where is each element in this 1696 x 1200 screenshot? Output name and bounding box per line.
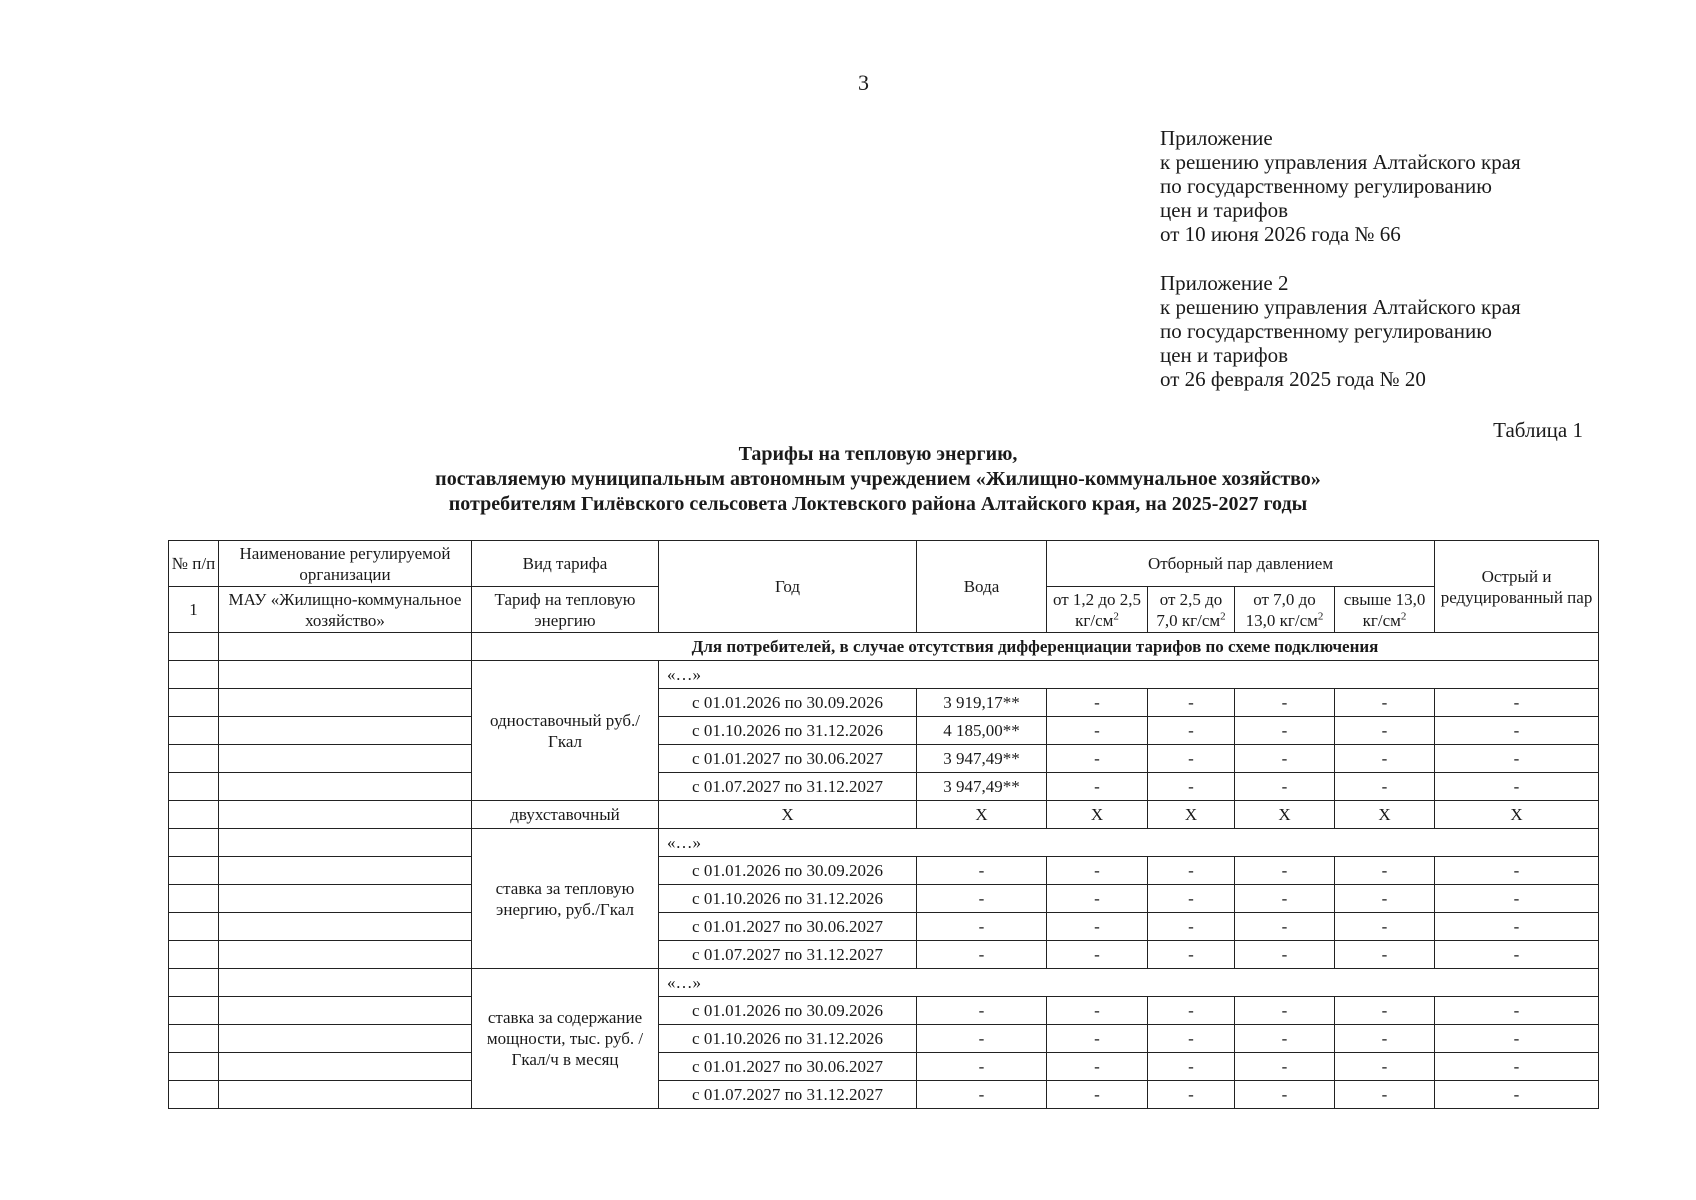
empty-value: - xyxy=(1235,1025,1335,1053)
header-pressure-3: от 7,0 до 13,0 $кг/см^2$ xyxy=(1235,587,1335,633)
section-header: Для потребителей, в случае отсутствия дифференциации тарифов по схеме подключения xyxy=(472,633,1599,661)
period: с 01.10.2026 по 31.12.2026 xyxy=(659,717,917,745)
table-row xyxy=(169,941,1599,969)
appendix-line: Приложение xyxy=(1160,126,1273,150)
empty-value: - xyxy=(1435,857,1599,885)
empty-value: - xyxy=(1335,745,1435,773)
period: с 01.07.2027 по 31.12.2027 xyxy=(659,1081,917,1109)
water-value: 3 947,49** xyxy=(917,745,1047,773)
tariff-name: Тариф на тепловую энергию xyxy=(472,587,659,633)
empty-value: - xyxy=(1235,1053,1335,1081)
empty-cell xyxy=(169,829,219,857)
empty-value: - xyxy=(1148,885,1235,913)
appendix-line: от 26 февраля 2025 года № 20 xyxy=(1160,367,1426,391)
empty-value: - xyxy=(917,857,1047,885)
period: с 01.01.2026 по 30.09.2026 xyxy=(659,857,917,885)
empty-value: - xyxy=(1335,885,1435,913)
table-row xyxy=(169,689,1599,717)
empty-value: - xyxy=(1435,885,1599,913)
title-line-2: поставляемую муниципальным автономным учреждением «Жилищно-коммунальное хозяйство» xyxy=(435,468,1321,490)
empty-value: - xyxy=(1435,941,1599,969)
appendix-line: к решению управления Алтайского края xyxy=(1160,295,1521,319)
empty-cell xyxy=(169,913,219,941)
empty-value: - xyxy=(1235,1081,1335,1109)
table-row xyxy=(169,969,1599,997)
empty-cell xyxy=(169,745,219,773)
org-num: 1 xyxy=(169,587,219,633)
empty-value: - xyxy=(1435,913,1599,941)
empty-value: - xyxy=(1435,745,1599,773)
period: с 01.01.2027 по 30.06.2027 xyxy=(659,913,917,941)
empty-value: - xyxy=(1047,885,1148,913)
empty-value: - xyxy=(1335,1053,1435,1081)
ellipsis: «…» xyxy=(659,661,1599,689)
appendix-note-1 xyxy=(1160,126,1521,246)
empty-value: - xyxy=(1148,1081,1235,1109)
empty-value: - xyxy=(1335,1025,1435,1053)
empty-cell xyxy=(169,1025,219,1053)
empty-cell xyxy=(169,689,219,717)
empty-cell xyxy=(219,1053,472,1081)
empty-cell xyxy=(169,717,219,745)
empty-value: - xyxy=(1235,717,1335,745)
empty-value: - xyxy=(1235,745,1335,773)
empty-value: - xyxy=(1235,913,1335,941)
empty-value: - xyxy=(1148,1053,1235,1081)
appendix-note-2 xyxy=(1160,271,1521,391)
empty-value: - xyxy=(1148,997,1235,1025)
empty-cell xyxy=(219,885,472,913)
empty-value: - xyxy=(1335,857,1435,885)
capacity-rate-label: ставка за содержание мощности, тыс. руб. /Гкал/ч в месяц xyxy=(472,969,659,1109)
empty-value: - xyxy=(1148,689,1235,717)
table-row xyxy=(169,857,1599,885)
empty-value: - xyxy=(1148,773,1235,801)
appendix-line: от 10 июня 2026 года № 66 xyxy=(1160,222,1401,246)
empty-value: - xyxy=(1047,1053,1148,1081)
header-row-1 xyxy=(169,541,1599,587)
appendix-line: к решению управления Алтайского края xyxy=(1160,150,1521,174)
water-value: 3 919,17** xyxy=(917,689,1047,717)
empty-cell xyxy=(169,1081,219,1109)
empty-value: - xyxy=(1148,1025,1235,1053)
ellipsis: «…» xyxy=(659,829,1599,857)
empty-value: - xyxy=(1335,689,1435,717)
empty-cell xyxy=(219,913,472,941)
empty-value: - xyxy=(1047,1025,1148,1053)
not-applicable-mark: Х xyxy=(1435,801,1599,829)
period: с 01.10.2026 по 31.12.2026 xyxy=(659,885,917,913)
appendix-line: по государственному регулированию xyxy=(1160,319,1492,343)
empty-cell xyxy=(169,633,219,661)
header-pressure-2: от 2,5 до 7,0 $кг/см^2$ xyxy=(1148,587,1235,633)
empty-value: - xyxy=(1235,689,1335,717)
period: с 01.01.2026 по 30.09.2026 xyxy=(659,689,917,717)
empty-value: - xyxy=(1435,773,1599,801)
table-row xyxy=(169,1025,1599,1053)
empty-value: - xyxy=(917,1053,1047,1081)
not-applicable-mark: Х xyxy=(1047,801,1148,829)
empty-value: - xyxy=(1235,941,1335,969)
empty-value: - xyxy=(917,1081,1047,1109)
table-row xyxy=(169,885,1599,913)
empty-value: - xyxy=(1047,717,1148,745)
empty-cell xyxy=(219,1025,472,1053)
empty-cell xyxy=(169,857,219,885)
empty-value: - xyxy=(917,913,1047,941)
page-number: 3 xyxy=(858,70,869,95)
not-applicable-mark: Х xyxy=(1235,801,1335,829)
empty-value: - xyxy=(1435,1025,1599,1053)
table-row xyxy=(169,913,1599,941)
tariff-table xyxy=(168,540,1599,1109)
table-label: Таблица 1 xyxy=(1493,418,1583,442)
appendix-line: Приложение 2 xyxy=(1160,271,1289,295)
empty-cell xyxy=(169,969,219,997)
empty-value: - xyxy=(1047,997,1148,1025)
not-applicable-mark: Х xyxy=(659,801,917,829)
empty-value: - xyxy=(1047,689,1148,717)
not-applicable-mark: Х xyxy=(1335,801,1435,829)
empty-cell xyxy=(219,773,472,801)
not-applicable-mark: Х xyxy=(917,801,1047,829)
period: с 01.10.2026 по 31.12.2026 xyxy=(659,1025,917,1053)
appendix-line: по государственному регулированию xyxy=(1160,174,1492,198)
ellipsis: «…» xyxy=(659,969,1599,997)
empty-value: - xyxy=(1148,857,1235,885)
header-water: Вода xyxy=(917,541,1047,633)
empty-value: - xyxy=(917,997,1047,1025)
empty-value: - xyxy=(1335,773,1435,801)
one-part-label: одноставочный руб./Гкал xyxy=(472,661,659,801)
empty-value: - xyxy=(1335,941,1435,969)
empty-cell xyxy=(219,745,472,773)
empty-value: - xyxy=(917,941,1047,969)
empty-cell xyxy=(219,857,472,885)
period: с 01.01.2026 по 30.09.2026 xyxy=(659,997,917,1025)
empty-cell xyxy=(169,801,219,829)
empty-value: - xyxy=(1335,1081,1435,1109)
table-row xyxy=(169,661,1599,689)
empty-value: - xyxy=(1148,941,1235,969)
empty-value: - xyxy=(1435,1081,1599,1109)
empty-value: - xyxy=(1435,689,1599,717)
empty-cell xyxy=(169,773,219,801)
header-tariff-type: Вид тарифа xyxy=(472,541,659,587)
empty-cell xyxy=(219,661,472,689)
empty-cell xyxy=(219,1081,472,1109)
period: с 01.07.2027 по 31.12.2027 xyxy=(659,773,917,801)
empty-cell xyxy=(219,997,472,1025)
empty-value: - xyxy=(1235,857,1335,885)
empty-value: - xyxy=(1148,745,1235,773)
period: с 01.07.2027 по 31.12.2027 xyxy=(659,941,917,969)
title-line-1: Тарифы на тепловую энергию, xyxy=(738,443,1018,465)
empty-cell xyxy=(219,801,472,829)
empty-value: - xyxy=(1435,717,1599,745)
table-row xyxy=(169,801,1599,829)
appendix-line: цен и тарифов xyxy=(1160,198,1289,222)
table-row xyxy=(169,997,1599,1025)
empty-value: - xyxy=(1148,717,1235,745)
empty-value: - xyxy=(1435,1053,1599,1081)
empty-value: - xyxy=(1047,913,1148,941)
empty-value: - xyxy=(1435,997,1599,1025)
water-value: 4 185,00** xyxy=(917,717,1047,745)
header-sharp-steam: Острый и редуцированный пар xyxy=(1435,541,1599,633)
empty-value: - xyxy=(1335,913,1435,941)
empty-cell xyxy=(219,717,472,745)
table-row xyxy=(169,1081,1599,1109)
header-org: Наименование регулируемой организации xyxy=(219,541,472,587)
table-row xyxy=(169,745,1599,773)
header-steam: Отборный пар давлением xyxy=(1047,541,1435,587)
table-row xyxy=(169,829,1599,857)
table-row xyxy=(169,1053,1599,1081)
period: с 01.01.2027 по 30.06.2027 xyxy=(659,745,917,773)
org-name: МАУ «Жилищно-коммунальное хозяйство» xyxy=(219,587,472,633)
empty-value: - xyxy=(1235,773,1335,801)
appendix-line: цен и тарифов xyxy=(1160,343,1289,367)
empty-cell xyxy=(219,969,472,997)
energy-rate-label: ставка за тепловую энергию, руб./Гкал xyxy=(472,829,659,969)
document-title xyxy=(168,442,1588,517)
not-applicable-mark: Х xyxy=(1148,801,1235,829)
empty-cell xyxy=(219,941,472,969)
empty-value: - xyxy=(1335,717,1435,745)
section-row xyxy=(169,633,1599,661)
two-part-label: двухставочный xyxy=(472,801,659,829)
empty-value: - xyxy=(1047,941,1148,969)
empty-value: - xyxy=(1047,1081,1148,1109)
empty-value: - xyxy=(917,1025,1047,1053)
period: с 01.01.2027 по 30.06.2027 xyxy=(659,1053,917,1081)
header-num: № п/п xyxy=(169,541,219,587)
table-row xyxy=(169,773,1599,801)
empty-value: - xyxy=(1047,745,1148,773)
header-pressure-1: от 1,2 до 2,5 $кг/см^2$ xyxy=(1047,587,1148,633)
empty-cell xyxy=(169,941,219,969)
empty-cell xyxy=(169,997,219,1025)
empty-value: - xyxy=(1148,913,1235,941)
empty-value: - xyxy=(1235,885,1335,913)
empty-value: - xyxy=(1235,997,1335,1025)
header-pressure-4: свыше 13,0 $кг/см^2$ xyxy=(1335,587,1435,633)
empty-cell xyxy=(219,829,472,857)
empty-cell xyxy=(219,633,472,661)
empty-value: - xyxy=(1335,997,1435,1025)
header-year: Год xyxy=(659,541,917,633)
empty-cell xyxy=(169,885,219,913)
empty-value: - xyxy=(1047,857,1148,885)
water-value: 3 947,49** xyxy=(917,773,1047,801)
empty-cell xyxy=(169,661,219,689)
empty-cell xyxy=(219,689,472,717)
empty-value: - xyxy=(917,885,1047,913)
empty-value: - xyxy=(1047,773,1148,801)
table-row xyxy=(169,717,1599,745)
empty-cell xyxy=(169,1053,219,1081)
title-line-3: потребителям Гилёвского сельсовета Локтевского района Алтайского края, на 2025-2027 годы xyxy=(448,493,1308,515)
